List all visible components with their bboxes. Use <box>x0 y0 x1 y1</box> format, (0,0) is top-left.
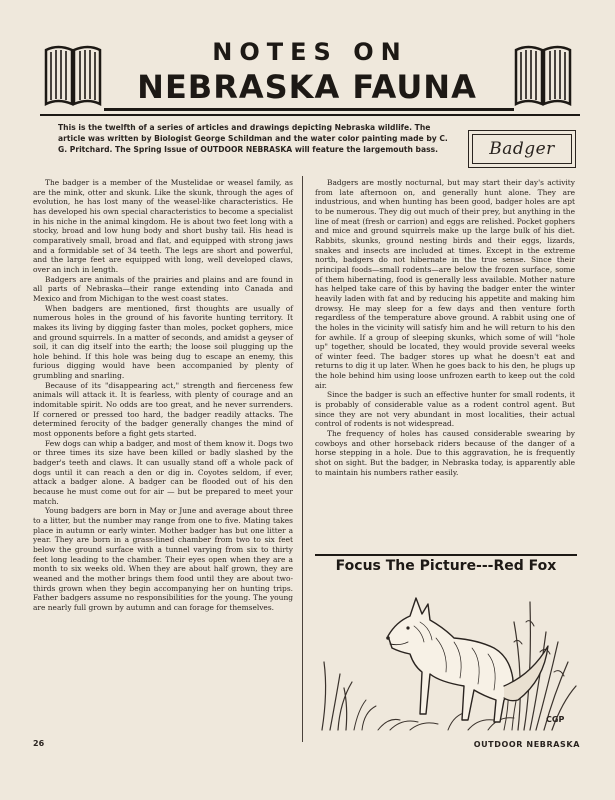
open-book-icon <box>512 42 574 108</box>
column-divider <box>302 176 303 742</box>
paragraph: Few dogs can whip a badger, and most of them know it. Dogs two or three times its size have been killed or badly slashed by the badger's teeth and claws. It can usually stand off a whole pack of dogs until it can reach a den or dig in. Coyotes seldom, if ever, attack a badger alone. A badger can be flooded out of his den because he must come out for air — but be prepared to meet your match. <box>33 438 293 506</box>
header-divider <box>40 114 580 116</box>
paragraph: Because of its "disappearing act," strength and fierceness few animals will attack it. It is fearless, with plenty of courage and an indomitable spirit. No odds are too great, and he never surrenders. If cornered or pressed too hard, the badger readily attacks. The determined ferocity of the badger generally changes the mind of most opponents before a fight gets started. <box>33 380 293 439</box>
species-label: Badger <box>489 139 555 159</box>
paragraph: The frequency of holes has caused considerable swearing by cowboys and other horseback riders because of the danger of a horse stepping in a hole. Due to this aggravation, he is frequently shot on sight. But the badger, in Nebraska today, is apparently able to maintain his numbers rather easily. <box>315 429 575 477</box>
page-title: NEBRASKA FAUNA <box>137 68 477 106</box>
right-column <box>315 178 575 477</box>
open-book-icon <box>42 42 104 108</box>
title-underline <box>104 108 514 111</box>
paragraph: The badger is a member of the Mustelidae or weasel family, as are the mink, otter and skunk. Like the skunk, through the ages of evolution, he has lost many of the weasel-like characteristics. He has developed his own special characteristics to become a specialist in his niche in the animal kingdom. He is about two feet long with a stocky, broad and low hung body and short bushy tail. His head is comparatively small, broad and flat, and equipped with strong jaws and a formidable set of 34 teeth. The legs are short and powerful, and the large feet are equipped with long, well developed claws, over an inch in length. <box>33 178 293 274</box>
focus-divider <box>315 554 577 556</box>
paragraph: Young badgers are born in May or June and average about three to a litter, but the number may range from one to five. Mating takes place in autumn or early winter. Mother badger has but one litter a year. They are born in a grass-lined chamber from two to six feet below the ground surface with a tunnel varying from six to thirty feet long leading to the chamber. Their eyes open when they are a month to six weeks old. When they are about half grown, they are weaned and the mother brings them food until they are about two-thirds grown when they begin accompanying her on hunting trips. Father badgers assume no responsibilities for the young. The young are nearly full grown by autumn and can forage for themselves. <box>33 506 293 612</box>
red-fox-illustration <box>318 582 578 732</box>
focus-title: Focus The Picture---Red Fox <box>335 558 557 574</box>
magazine-name: OUTDOOR NEBRASKA <box>473 740 580 749</box>
paragraph: Badgers are mostly nocturnal, but may start their day's activity from late afternoon on, and generally hunt alone. They are industrious, and when hunting has been good, badger holes are apt to be numerous. They dig out much of their prey, but anything in the line of meat (fresh or carrion) and eggs are relished. Pocket gophers and mice and ground squirrels make up the large bulk of his diet. Rabbits, skunks, ground nesting birds and their eggs, lizards, snakes and insects are included at times. Except in the extreme north, badgers do not hibernate in the true sense. Since their principal foods—small rodents—are below the frozen surface, some of them hibernating, food is generally less available. Mother nature has helped take care of this by having the badger enter the winter heavily laden with fat and by reducing his appetite and making him drowsy. He may sleep for a few days and then venture forth regardless of the temperature above ground. A rabbit using one of the holes in the vicinity will satisfy him and he will return to his den for awhile. If a group of sleeping skunks, which some of will "hole up" together, should be located, they would provide several weeks of winter feed. The badger stores up what he doesn't eat and returns to dig it up later. When he goes back to his den, he plugs up the hole behind him using loose unfrozen earth to keep out the cold air. <box>315 178 575 390</box>
artist-signature: CGP <box>546 715 565 724</box>
paragraph: Badgers are animals of the prairies and plains and are found in all parts of Nebraska—their range extending into Canada and Mexico and from Michigan to the west coast states. <box>33 274 293 303</box>
species-badge <box>468 130 576 168</box>
intro-text: This is the twelfth of a series of articles and drawings depicting Nebraska wildlife. The article was written by Biologist George Schildman and the water color painting made by C. G. Pritchard. The Spring Issue of OUTDOOR NEBRASKA will feature the largemouth bass. <box>58 123 448 155</box>
page-number: 26 <box>33 739 45 748</box>
paragraph: When badgers are mentioned, first thoughts are usually of numerous holes in the ground of his favorite hunting territory. It makes its living by digging faster than moles, pocket gophers, mice and ground squirrels. In a matter of seconds, and amidst a geyser of soil, it can dig itself into the earth; the loose soil plugging up the hole behind. If this hole was being dug to escape an enemy, this furious digging would have been accompanied by plenty of grumbling and snarling. <box>33 303 293 381</box>
left-column <box>33 178 293 613</box>
title-top: NOTES ON <box>212 38 408 66</box>
paragraph: Since the badger is such an effective hunter for small rodents, it is probably of considerable value as a rodent control agent. But since they are not very abundant in most localities, their actual control of rodents is not widespread. <box>315 390 575 429</box>
header <box>40 22 580 112</box>
